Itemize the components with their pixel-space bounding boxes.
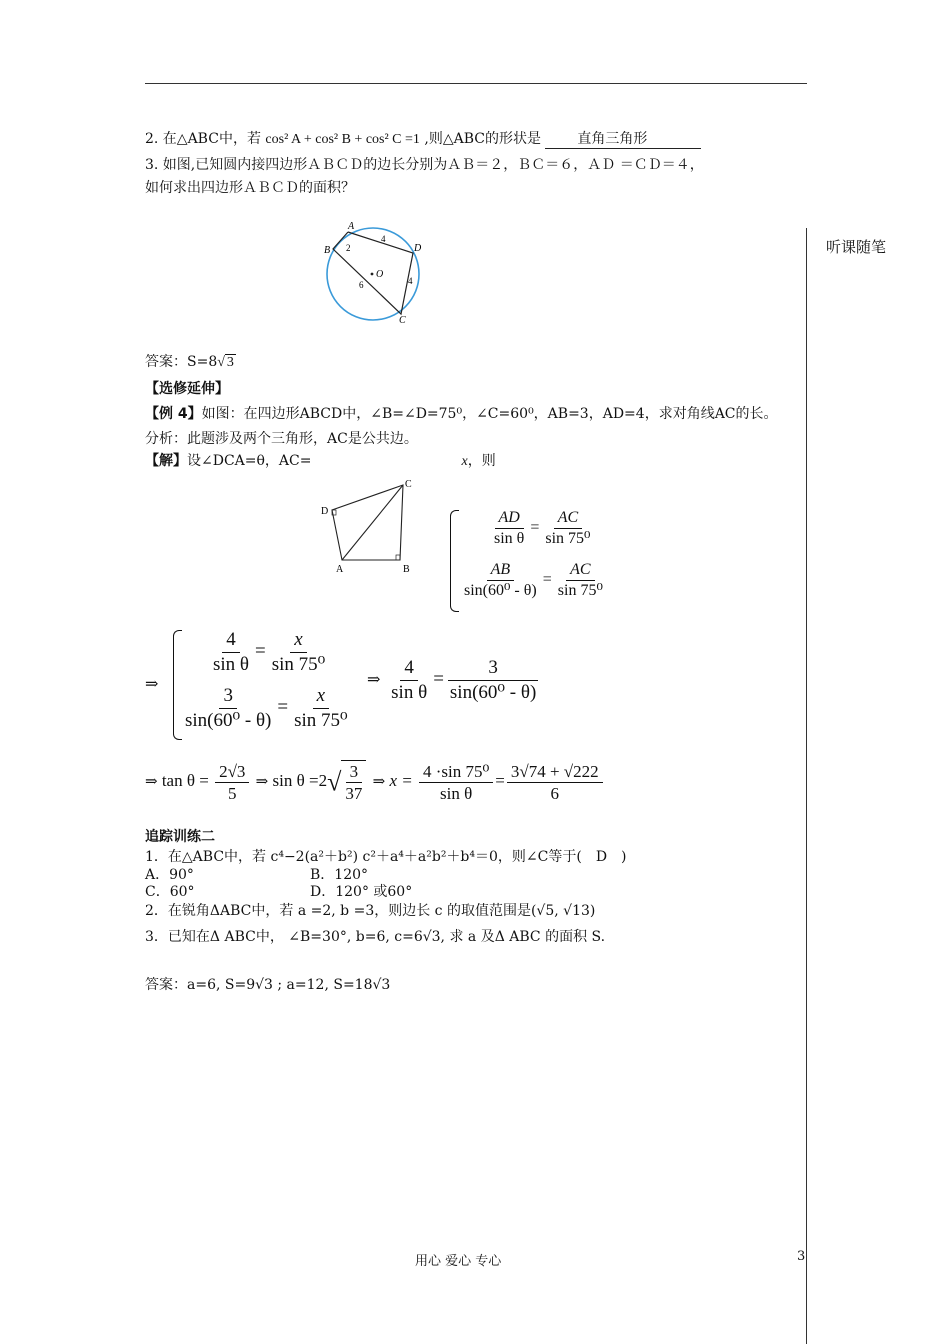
q3-line2: 如何求出四边形ＡＢＣＤ的面积？ — [145, 180, 355, 196]
s1-f4-den: sin 75⁰ — [557, 582, 603, 599]
q2-answer: 直角三角形 — [545, 128, 701, 149]
s1-f4-num: AC — [566, 560, 594, 581]
t1-opt-A: A．90° — [145, 867, 194, 883]
label-O: O — [376, 269, 384, 280]
quadrilateral-figure — [318, 476, 418, 576]
s2-f4-num: x — [313, 684, 329, 709]
section-title: 【选修延伸】 — [145, 381, 229, 397]
answer-3-rad: 3 — [226, 355, 234, 370]
r-tan-den: 5 — [228, 783, 237, 803]
t3-question: 3．已知在Δ ABC中， ∠B=30°, b=6, c=6√3, 求 a 及Δ ABC 的面积 S. — [145, 929, 606, 945]
r-arrow1: ⇒ — [145, 774, 158, 791]
s2-arrow2: ⇒ — [367, 671, 381, 689]
s1-f2-num: AC — [554, 508, 582, 529]
r-arrow3: ⇒ — [372, 774, 386, 791]
r-final-num: 3√74 + √222 — [507, 761, 603, 783]
solution-line — [145, 450, 496, 470]
solution-then: ，则 — [467, 453, 496, 469]
r-final-den: 6 — [550, 783, 560, 803]
r-sin: sin θ =2 — [272, 771, 328, 791]
s2-r2-den: sin(60⁰ - θ) — [449, 681, 537, 703]
label-B: B — [324, 245, 331, 256]
t1-question: 1．在△ABC中，若 c⁴−2(a²＋b²) c²＋a⁴＋a²b²＋b⁴＝0，则∠C等于( D ) — [145, 849, 627, 865]
system-2-row2: $\frac{3}{\text{sin(60⁰ - θ)}}$ = $\frac{x}{\text{sin 75⁰}}$ — [179, 684, 354, 733]
r-eq: = — [495, 771, 505, 791]
example-4-label: 【例 4】 — [145, 406, 202, 422]
analysis: 分析：此题涉及两个三角形，AC是公共边。 — [145, 431, 418, 447]
result-line — [145, 760, 605, 805]
label-D: D — [414, 243, 422, 254]
s2-arrow: ⇒ — [145, 676, 159, 693]
question-2 — [145, 128, 701, 149]
q2-suffix: ,则△ABC的形状是 — [424, 131, 541, 147]
example-4-text: 如图：在四边形ABCD中，∠B=∠D=75⁰，∠C=60⁰，AB=3，AD=4，求对角线AC的长。 — [201, 406, 778, 422]
r-sin-num: 3 — [346, 761, 363, 783]
s2-f4-den: sin 75⁰ — [294, 709, 348, 731]
s2-r2-num: 3 — [448, 656, 538, 681]
r-xeq: x = — [389, 771, 413, 791]
t1-opt-D: D．120° 或60° — [310, 884, 413, 900]
answer-3 — [145, 351, 236, 371]
s1-f1-num: AD — [495, 508, 524, 529]
q2-formula: cos² A + cos² B + cos² C =1 — [265, 132, 420, 147]
page-number: 3 — [797, 1249, 806, 1264]
s2-f1-num: 4 — [222, 628, 240, 653]
footer-text: 用心 爱心 专心 — [415, 1254, 502, 1269]
q3-line1: 3. 如图,已知圆内接四边形ＡＢＣＤ的边长分别为ＡＢ＝２，ＢＣ＝６，ＡＤ ＝ＣＤ＝４， — [145, 157, 704, 173]
cyclic-quadrilateral-figure — [318, 218, 428, 326]
solution-label: 【解】 — [145, 453, 187, 469]
s2-f3-num: 3 — [219, 684, 237, 709]
r-tan: tan θ = — [161, 771, 209, 791]
t1-opt-B: B．120° — [310, 867, 369, 883]
label-B2: B — [403, 564, 410, 575]
side-note: 听课随笔 — [826, 238, 887, 256]
label-side-6: 6 — [359, 280, 364, 290]
center-dot — [371, 273, 374, 276]
sqrt-sign: √ — [217, 355, 225, 370]
solution-x: x — [461, 454, 468, 469]
top-rule — [145, 83, 807, 84]
tracking-answer: 答案：a=6, S=9√3 ; a=12, S=18√3 — [145, 977, 391, 993]
example-4 — [145, 403, 778, 423]
label-C2: C — [405, 479, 412, 490]
track-title: 追踪训练二 — [145, 829, 215, 845]
system-2-row1: $\frac{4}{\text{sin θ}}$ = $\frac{x}{\text{sin 75⁰}}$ — [207, 628, 331, 677]
s1-f1-den: sin θ — [494, 530, 525, 547]
q2-prefix: 2. 在△ABC中，若 — [145, 131, 261, 147]
solution-text: 设∠DCA=θ，AC= — [187, 453, 312, 469]
r-x-num: 4 ·sin 75⁰ — [419, 761, 493, 783]
s2-f3-den: sin(60⁰ - θ) — [185, 709, 272, 731]
s1-f3-den: sin(60⁰ - θ) — [464, 582, 537, 599]
system-1-row2: $\frac{AB}{\text{sin(60⁰ - θ)}}$ = $\frac{AC}{\text{sin 75⁰}}$ — [458, 560, 609, 601]
r-arrow2: ⇒ — [255, 774, 269, 791]
label-A2: A — [336, 564, 344, 575]
label-side-4-right: 4 — [408, 276, 413, 286]
r-sin-den: 37 — [345, 784, 363, 804]
label-D2: D — [321, 506, 329, 517]
system-1-row1: $\frac{AD}{\text{sin θ}}$ = $\frac{AC}{\text{sin 75⁰}}$ — [488, 508, 596, 549]
label-C: C — [399, 315, 406, 326]
s2-f2-num: x — [290, 628, 306, 653]
label-side-2: 2 — [346, 243, 351, 253]
s1-f3-num: AB — [487, 560, 515, 581]
answer-3-prefix: 答案：S=8 — [145, 354, 218, 370]
s2-f1-den: sin θ — [213, 653, 250, 675]
r-tan-num: 2√3 — [215, 761, 249, 783]
quadrilateral-sides — [333, 232, 413, 314]
s2-r1-num: 4 — [400, 656, 418, 681]
system-2 — [145, 626, 645, 746]
s2-r1-den: sin θ — [391, 681, 428, 703]
t2-question: 2．在锐角ΔABC中，若 a =2, b =3，则边长 c 的取值范围是(√5, √13) — [145, 903, 596, 919]
label-A: A — [348, 221, 355, 232]
quadrilateral-outline — [332, 485, 403, 560]
s2-f2-den: sin 75⁰ — [271, 653, 326, 675]
label-side-4-top: 4 — [381, 234, 386, 244]
s1-f2-den: sin 75⁰ — [545, 530, 591, 547]
r-x-den: sin θ — [440, 783, 473, 803]
margin-rule — [806, 228, 807, 1344]
r-sqrt-sign: √ — [327, 767, 342, 797]
system-2-result: ⇒ $\frac{4}{\text{sin θ}}$ = $\frac{3}{\text{sin(60⁰ - θ)}}$ — [367, 656, 542, 705]
corner-mark-B — [396, 555, 400, 560]
t1-opt-C: C．60° — [145, 884, 195, 900]
